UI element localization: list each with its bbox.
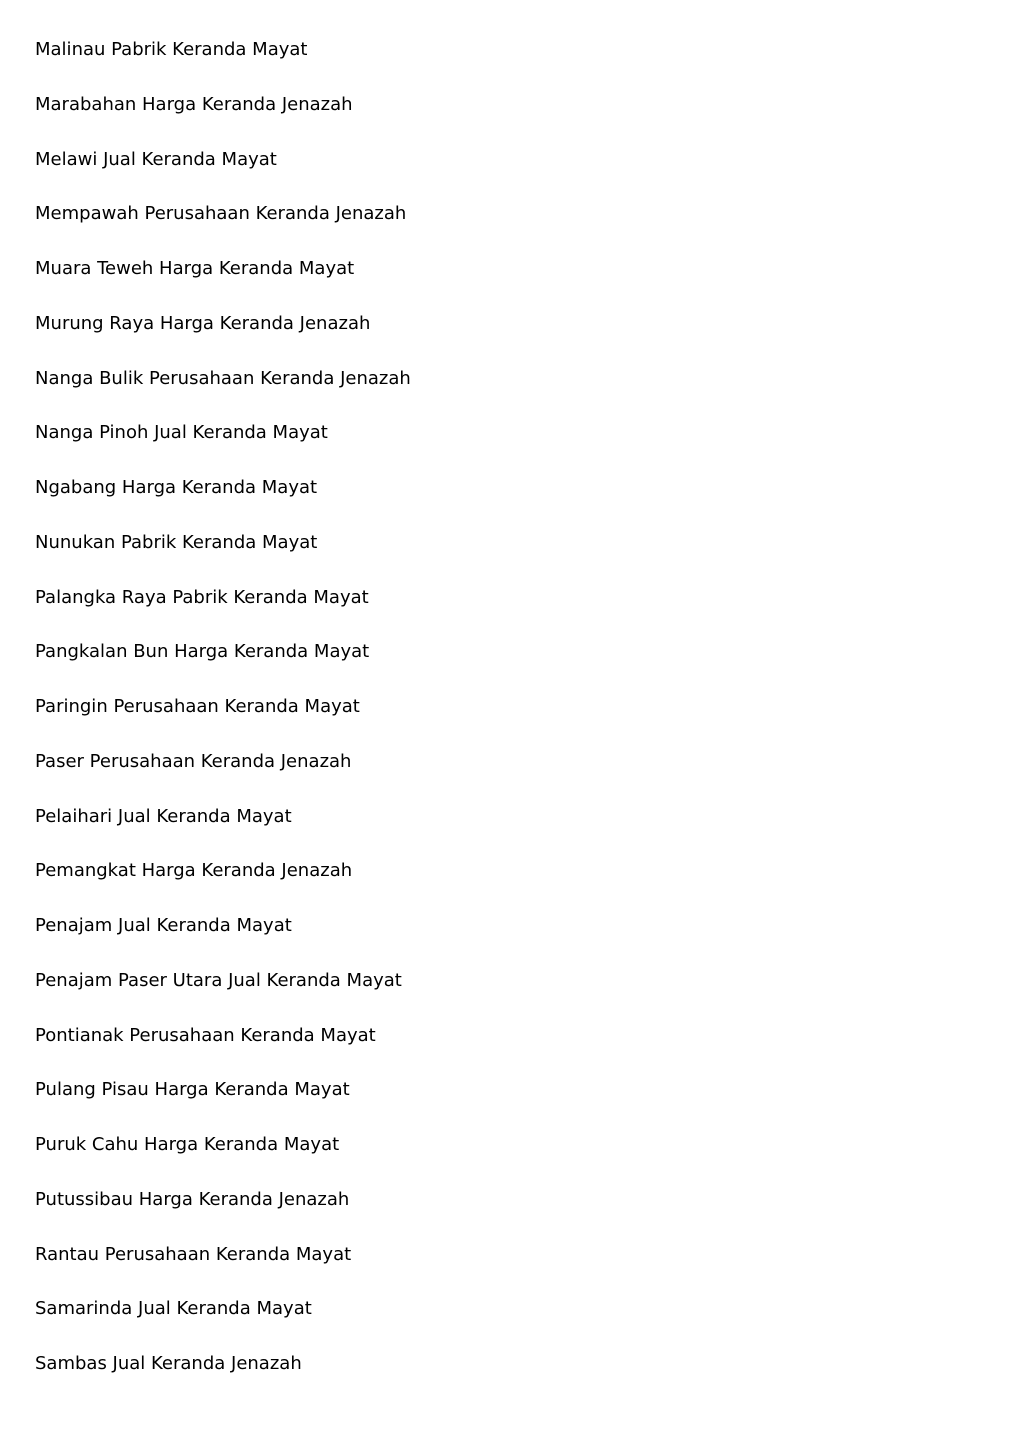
text-line: Nanga Pinoh Jual Keranda Mayat	[35, 422, 328, 444]
text-line: Penajam Paser Utara Jual Keranda Mayat	[35, 969, 402, 991]
text-line: Murung Raya Harga Keranda Jenazah	[35, 312, 371, 334]
text-line: Pontianak Perusahaan Keranda Mayat	[35, 1024, 376, 1046]
text-line: Palangka Raya Pabrik Keranda Mayat	[35, 586, 369, 608]
text-line: Marabahan Harga Keranda Jenazah	[35, 93, 353, 115]
text-line: Penajam Jual Keranda Mayat	[35, 915, 292, 936]
text-line: Pemangkat Harga Keranda Jenazah	[35, 860, 353, 882]
text-line: Malinau Pabrik Keranda Mayat	[35, 39, 308, 60]
text-line: Pulang Pisau Harga Keranda Mayat	[35, 1079, 350, 1101]
text-line: Paser Perusahaan Keranda Jenazah	[35, 750, 352, 772]
text-line: Rantau Perusahaan Keranda Mayat	[35, 1243, 352, 1265]
text-line: Melawi Jual Keranda Mayat	[35, 148, 277, 170]
text-line: Nunukan Pabrik Keranda Mayat	[35, 531, 318, 553]
text-line: Pangkalan Bun Harga Keranda Mayat	[35, 641, 370, 663]
text-line: Mempawah Perusahaan Keranda Jenazah	[35, 203, 407, 225]
text-line: Puruk Cahu Harga Keranda Mayat	[35, 1134, 340, 1155]
text-line: Nanga Bulik Perusahaan Keranda Jenazah	[35, 367, 411, 389]
text-line: Samarinda Jual Keranda Mayat	[35, 1298, 312, 1320]
text-line: Paringin Perusahaan Keranda Mayat	[35, 696, 360, 717]
text-line: Pelaihari Jual Keranda Mayat	[35, 805, 292, 827]
text-line: Putussibau Harga Keranda Jenazah	[35, 1188, 350, 1210]
text-line: Muara Teweh Harga Keranda Mayat	[35, 258, 355, 279]
text-line: Sambas Jual Keranda Jenazah	[35, 1353, 302, 1374]
text-line: Ngabang Harga Keranda Mayat	[35, 477, 318, 498]
text-line-list	[35, 37, 935, 1406]
